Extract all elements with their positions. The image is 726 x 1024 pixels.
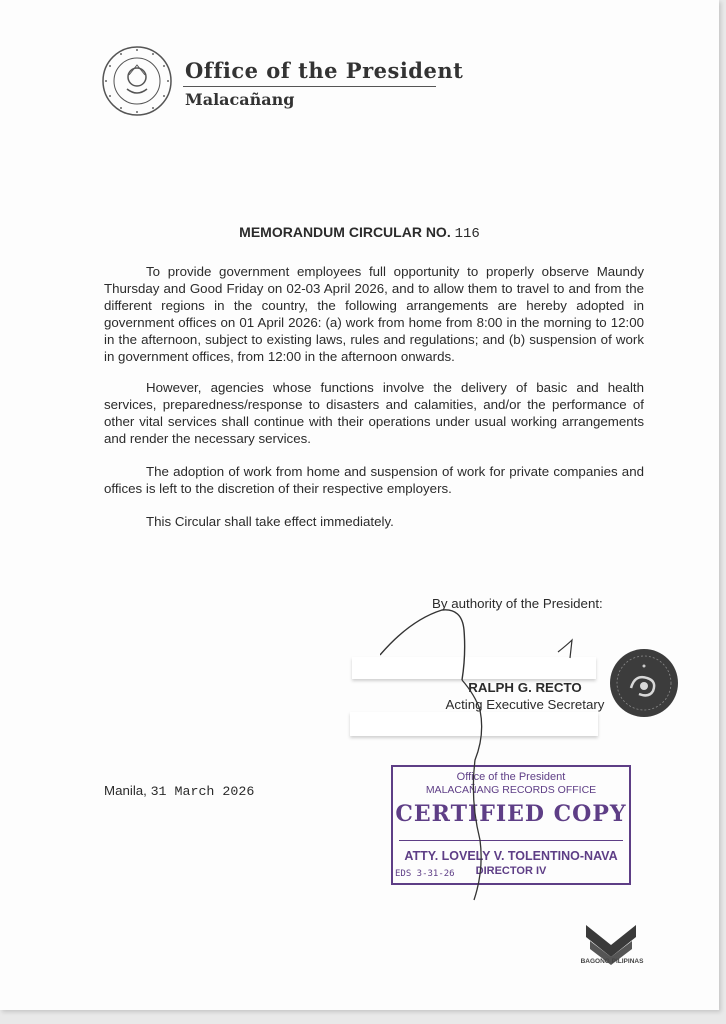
- authority-line: By authority of the President:: [432, 596, 603, 611]
- memo-heading-label: MEMORANDUM CIRCULAR NO.: [239, 224, 451, 240]
- date: 31 March 2026: [150, 784, 255, 799]
- signatory-title: Acting Executive Secretary: [445, 697, 605, 712]
- memo-heading: [0, 224, 719, 242]
- memo-paragraph-3: The adoption of work from home and suspension of work for private companies and offices is left to the discretion of their respective employers.: [104, 464, 644, 496]
- signatory-name: RALPH G. RECTO: [468, 680, 582, 695]
- place-and-date: [104, 783, 254, 799]
- stamp-certified-copy: CERTIFIED COPY: [395, 801, 627, 827]
- memo-paragraph-2: However, agencies whose functions involve the delivery of basic and health services, preparedness/response to disasters and calamities, and/or the performance of other vital services shall continue with their operations under usual working arrangements and render the necessary services.: [104, 380, 644, 446]
- stamp-office: Office of the President: [456, 771, 566, 783]
- office-location: Malacañang: [185, 90, 295, 109]
- stamp-records-office: MALACAÑANG RECORDS OFFICE: [425, 784, 597, 796]
- bagong-pilipinas-text: BAGONG PILIPINAS: [580, 958, 644, 965]
- stamp-initials: EDS 3-31-26: [395, 869, 455, 879]
- stamp-certifier-title: DIRECTOR IV: [475, 865, 547, 877]
- place: Manila,: [104, 783, 147, 798]
- memo-paragraph-4: This Circular shall take effect immediately.: [146, 514, 394, 529]
- memo-paragraph-1: To provide government employees full opportunity to properly observe Maundy Thursday and Good Friday on 02-03 April 2026, and to allow them to travel to and from the different regions in the country, the following arrangements are hereby adopted in government offices on 01 April 2026: (a) work from home from 8:00 in the morning to 12:00 in the afternoon, subject to existing laws, rules and regulations; and (b) suspension of work in government offices, from 12:00 in the afternoon onwards.: [104, 264, 644, 364]
- stamp-certifier-name: ATTY. LOVELY V. TOLENTINO-NAVA: [404, 849, 618, 863]
- presidential-seal-icon: [101, 45, 173, 117]
- memo-number: 116: [454, 226, 480, 242]
- handwritten-signature: [380, 600, 620, 920]
- bagong-pilipinas-logo: [576, 915, 646, 975]
- office-title: Office of the President: [185, 58, 464, 83]
- letterhead-divider: [183, 86, 436, 87]
